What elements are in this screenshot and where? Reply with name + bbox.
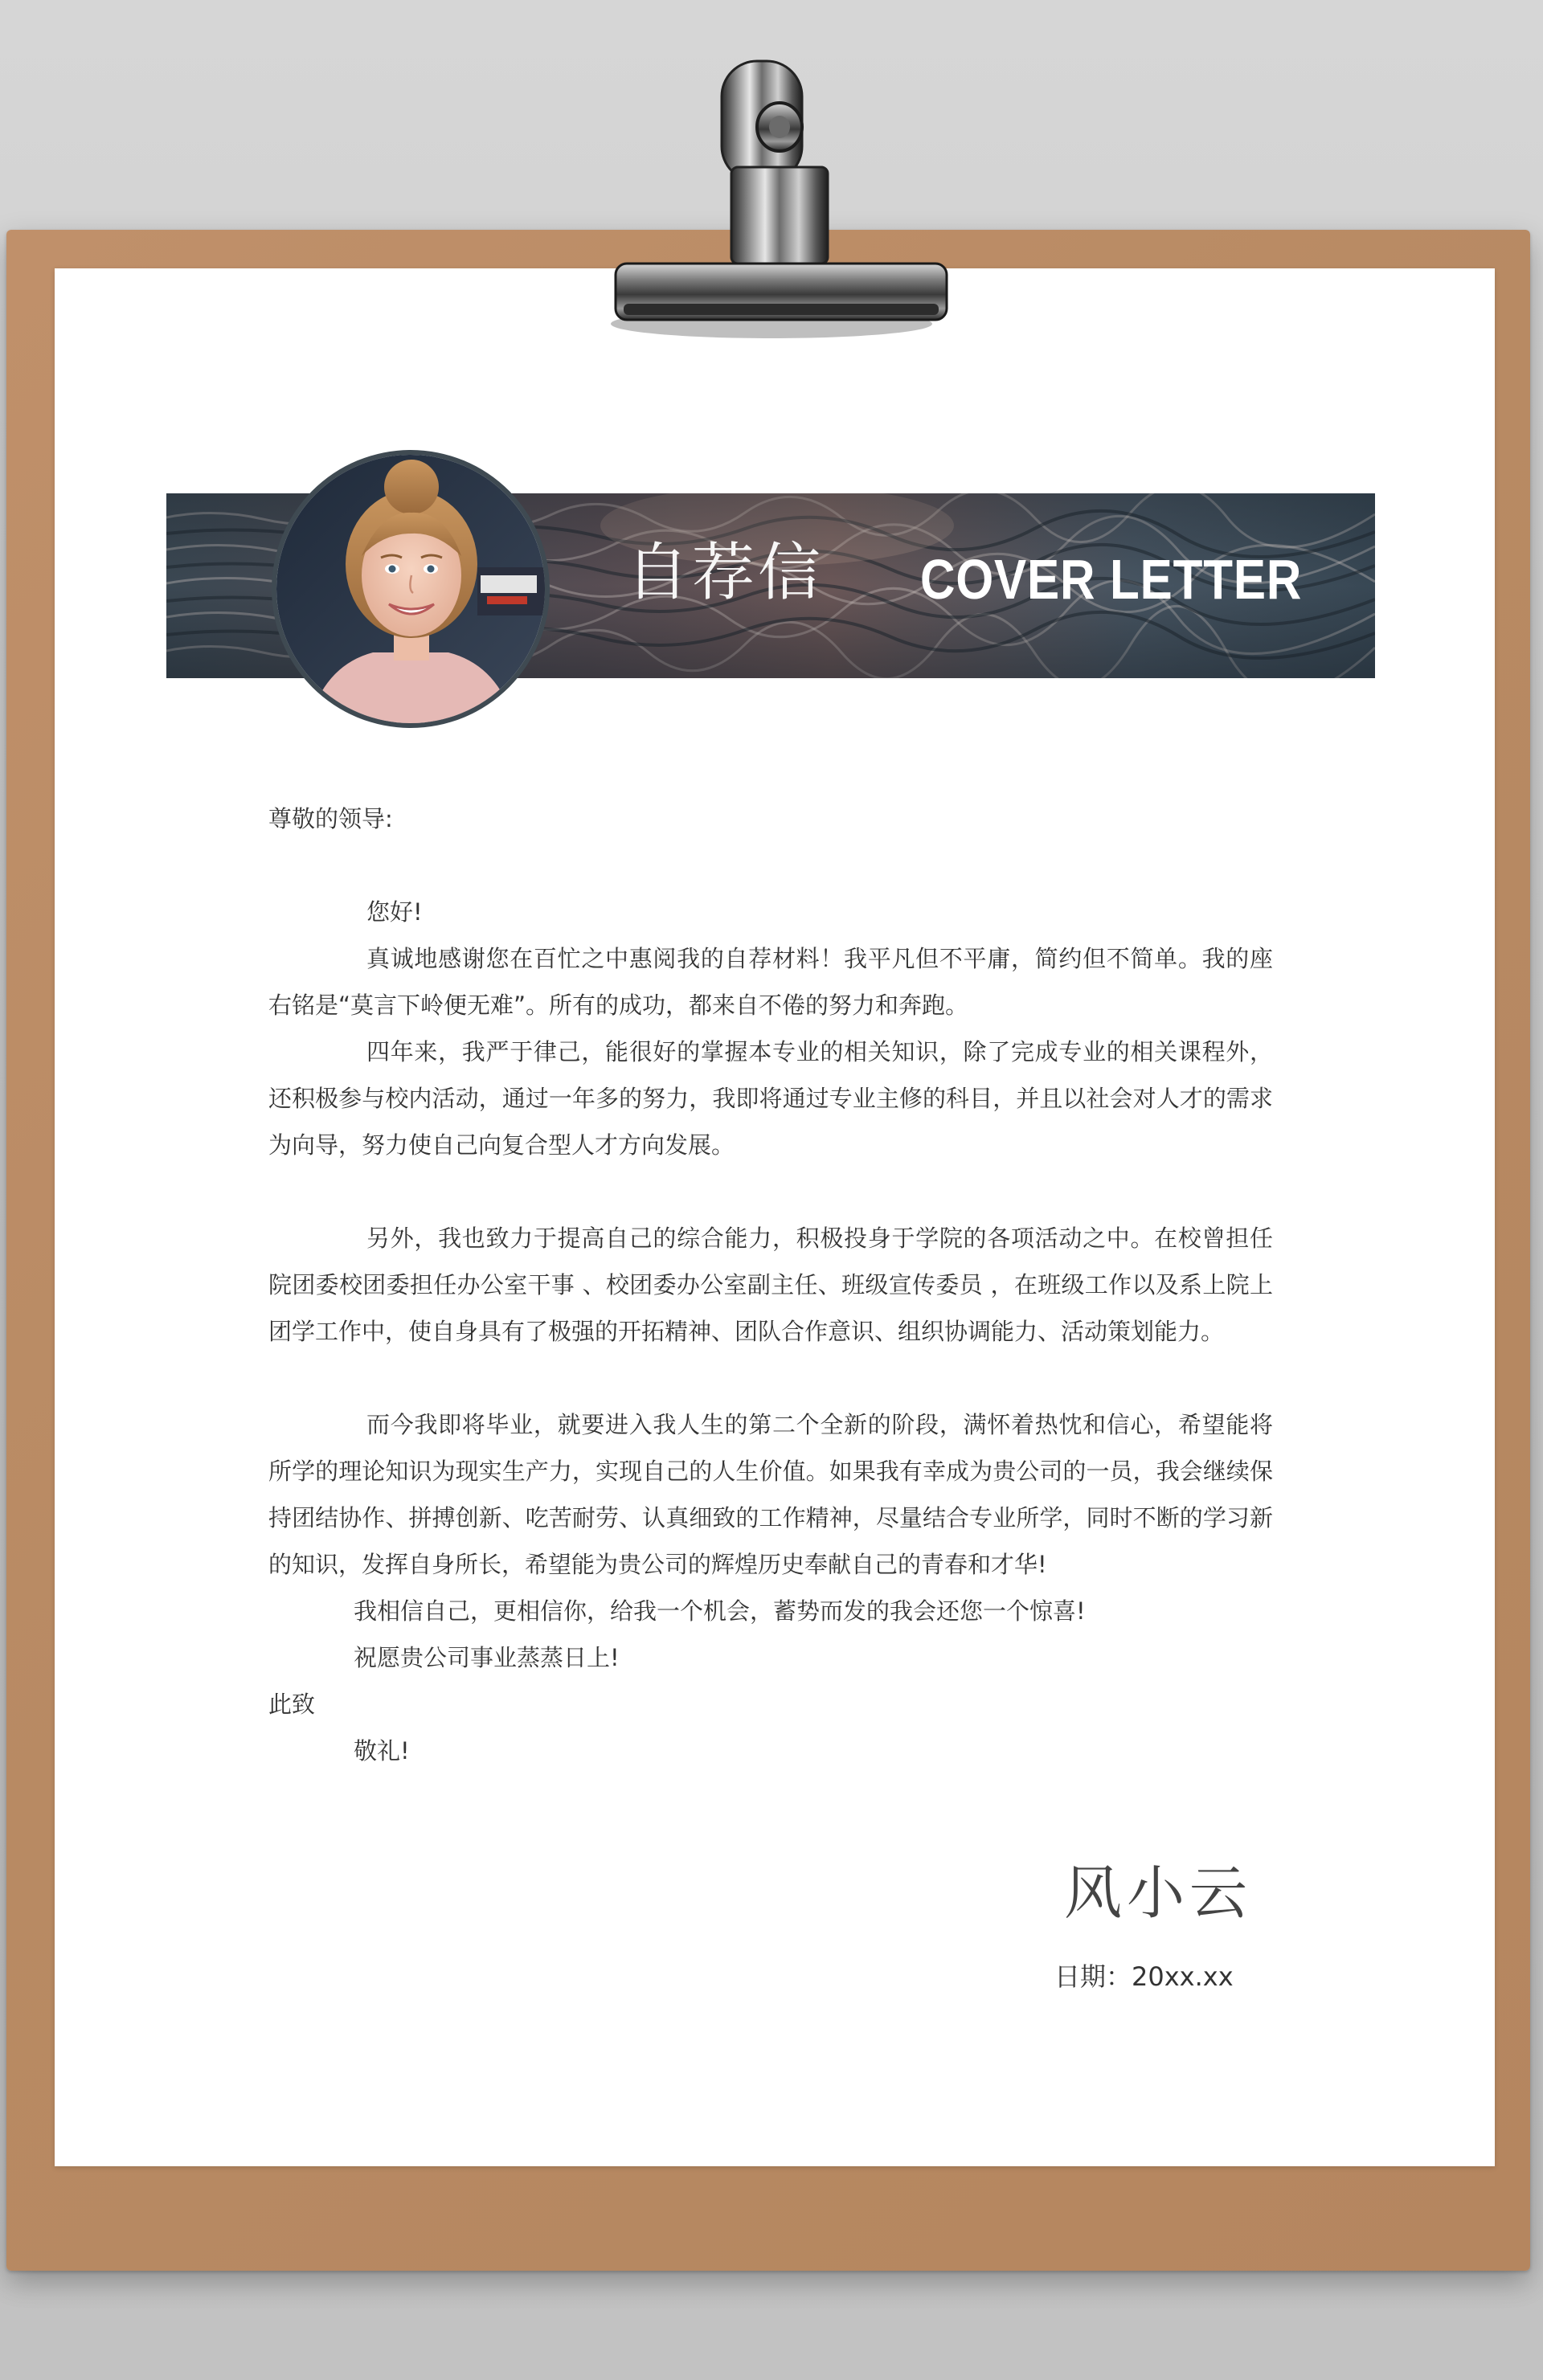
paragraph-1: 真诚地感谢您在百忙之中惠阅我的自荐材料！我平凡但不平庸，简约但不简单。我的座右铭是“莫言下岭便无难”。所有的成功，都来自不倦的努力和奔跑。 [268, 945, 1273, 1019]
binder-clip [579, 47, 948, 352]
ci-zhi: 此致 [268, 1691, 316, 1718]
greeting: 您好! [366, 898, 423, 926]
banner-title-english: COVER LETTER [920, 548, 1303, 611]
closing-line-1: 我相信自己，更相信你，给我一个机会，蓄势而发的我会还您一个惊喜! [354, 1597, 1086, 1625]
signature-name: 风小云 [1064, 1859, 1253, 1927]
date-line: 日期：20xx.xx [1054, 1961, 1234, 1992]
salutation: 尊敬的领导: [268, 805, 393, 832]
paragraph-2: 四年来，我严于律己，能很好的掌握本专业的相关知识，除了完成专业的相关课程外，还积极参与校内活动，通过一年多的努力，我即将通过专业主修的科目，并且以社会对人才的需求为向导，努力使自己向复合型人才方向发展。 [268, 1038, 1273, 1159]
letter-body [268, 795, 1273, 1774]
paragraph-3: 另外，我也致力于提高自己的综合能力，积极投身于学院的各项活动之中。在校曾担任院团委校团委担任办公室干事 、校团委办公室副主任、班级宣传委员 ，在班级工作以及系上院上团学工作中，使自身具有了极强的开拓精神、团队合作意识、组织协调能力、活动策划能力。 [268, 1225, 1273, 1345]
avatar [276, 455, 545, 723]
closing-line-2: 祝愿贵公司事业蒸蒸日上! [354, 1644, 620, 1671]
spacer [268, 1355, 1273, 1401]
banner-title-chinese: 自荐信 [626, 537, 825, 609]
jing-li: 敬礼! [354, 1737, 410, 1765]
portrait-photo [276, 455, 545, 723]
spacer [268, 842, 1273, 889]
paragraph-4: 而今我即将毕业，就要进入我人生的第二个全新的阶段，满怀着热忱和信心，希望能将所学的理论知识为现实生产力，实现自己的人生价值。如果我有幸成为贵公司的一员，我会继续保持团结协作、拼搏创新、吃苦耐劳、认真细致的工作精神，尽量结合专业所学，同时不断的学习新的知识，发挥自身所长，希望能为贵公司的辉煌历史奉献自己的青春和才华! [268, 1411, 1273, 1578]
spacer [268, 1168, 1273, 1215]
